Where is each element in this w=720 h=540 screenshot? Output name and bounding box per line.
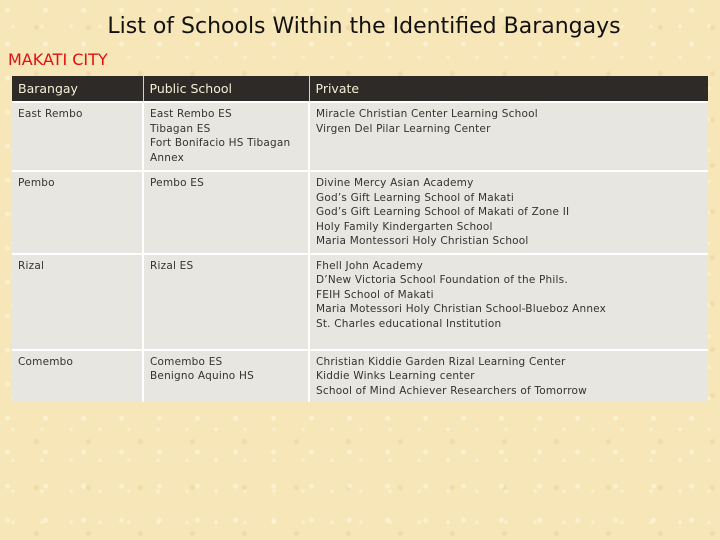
schools-table <box>12 76 708 402</box>
barangay-name: Rizal <box>18 259 45 272</box>
table-row <box>12 171 708 254</box>
column-header-barangay: Barangay <box>12 76 143 102</box>
private-school-item: Maria Motessori Holy Christian School-Blueboz Annex <box>316 303 607 315</box>
public-school-item: Comembo ES <box>150 355 223 368</box>
barangay-name: East Rembo <box>18 108 83 120</box>
private-school-cell <box>309 350 708 403</box>
private-school-item: Fhell John Academy <box>316 259 423 272</box>
public-school-item: Benigno Aquino HS <box>150 370 254 382</box>
private-school-cell <box>309 171 708 254</box>
public-school-item: Tibagan ES <box>150 122 211 135</box>
table-header-row <box>12 76 708 102</box>
table-row <box>12 254 708 350</box>
barangay-cell <box>12 254 143 350</box>
public-school-item: East Rembo ES <box>150 108 232 120</box>
table-row <box>12 102 708 171</box>
barangay-name: Comembo <box>18 355 74 368</box>
table-row <box>12 350 708 403</box>
public-school-cell <box>143 171 309 254</box>
column-header-private: Private <box>309 76 708 102</box>
public-school-cell <box>143 102 309 171</box>
barangay-cell <box>12 350 143 403</box>
private-school-item: Christian Kiddie Garden Rizal Learning Center <box>316 355 566 368</box>
private-school-item: D’New Victoria School Foundation of the Phils. <box>316 274 568 286</box>
page-title: List of Schools Within the Identified Barangays <box>107 14 621 39</box>
private-school-cell <box>309 254 708 350</box>
private-school-item: Maria Montessori Holy Christian School <box>316 235 529 247</box>
private-school-item: God’s Gift Learning School of Makati <box>316 191 515 204</box>
private-school-item: Virgen Del Pilar Learning Center <box>316 122 491 135</box>
private-school-item: Divine Mercy Asian Academy <box>316 177 474 189</box>
private-school-item: Holy Family Kindergarten School <box>316 220 493 233</box>
public-school-item: Pembo ES <box>150 177 204 189</box>
private-school-item: God’s Gift Learning School of Makati of Zone II <box>316 206 570 218</box>
private-school-cell <box>309 102 708 171</box>
public-school-item: Rizal ES <box>150 259 194 272</box>
city-heading: MAKATI CITY <box>8 50 108 69</box>
private-school-item: Kiddie Winks Learning center <box>316 370 475 382</box>
barangay-cell <box>12 102 143 171</box>
public-school-item: Fort Bonifacio HS Tibagan Annex <box>150 137 291 164</box>
private-school-item: FEIH School of Makati <box>316 288 434 301</box>
public-school-cell <box>143 254 309 350</box>
private-school-item: Miracle Christian Center Learning School <box>316 108 538 120</box>
private-school-item: St. Charles educational Institution <box>316 317 502 330</box>
private-school-item: School of Mind Achiever Researchers of Tomorrow <box>316 384 587 397</box>
barangay-name: Pembo <box>18 177 55 189</box>
barangay-cell <box>12 171 143 254</box>
public-school-cell <box>143 350 309 403</box>
column-header-public-school: Public School <box>143 76 309 102</box>
